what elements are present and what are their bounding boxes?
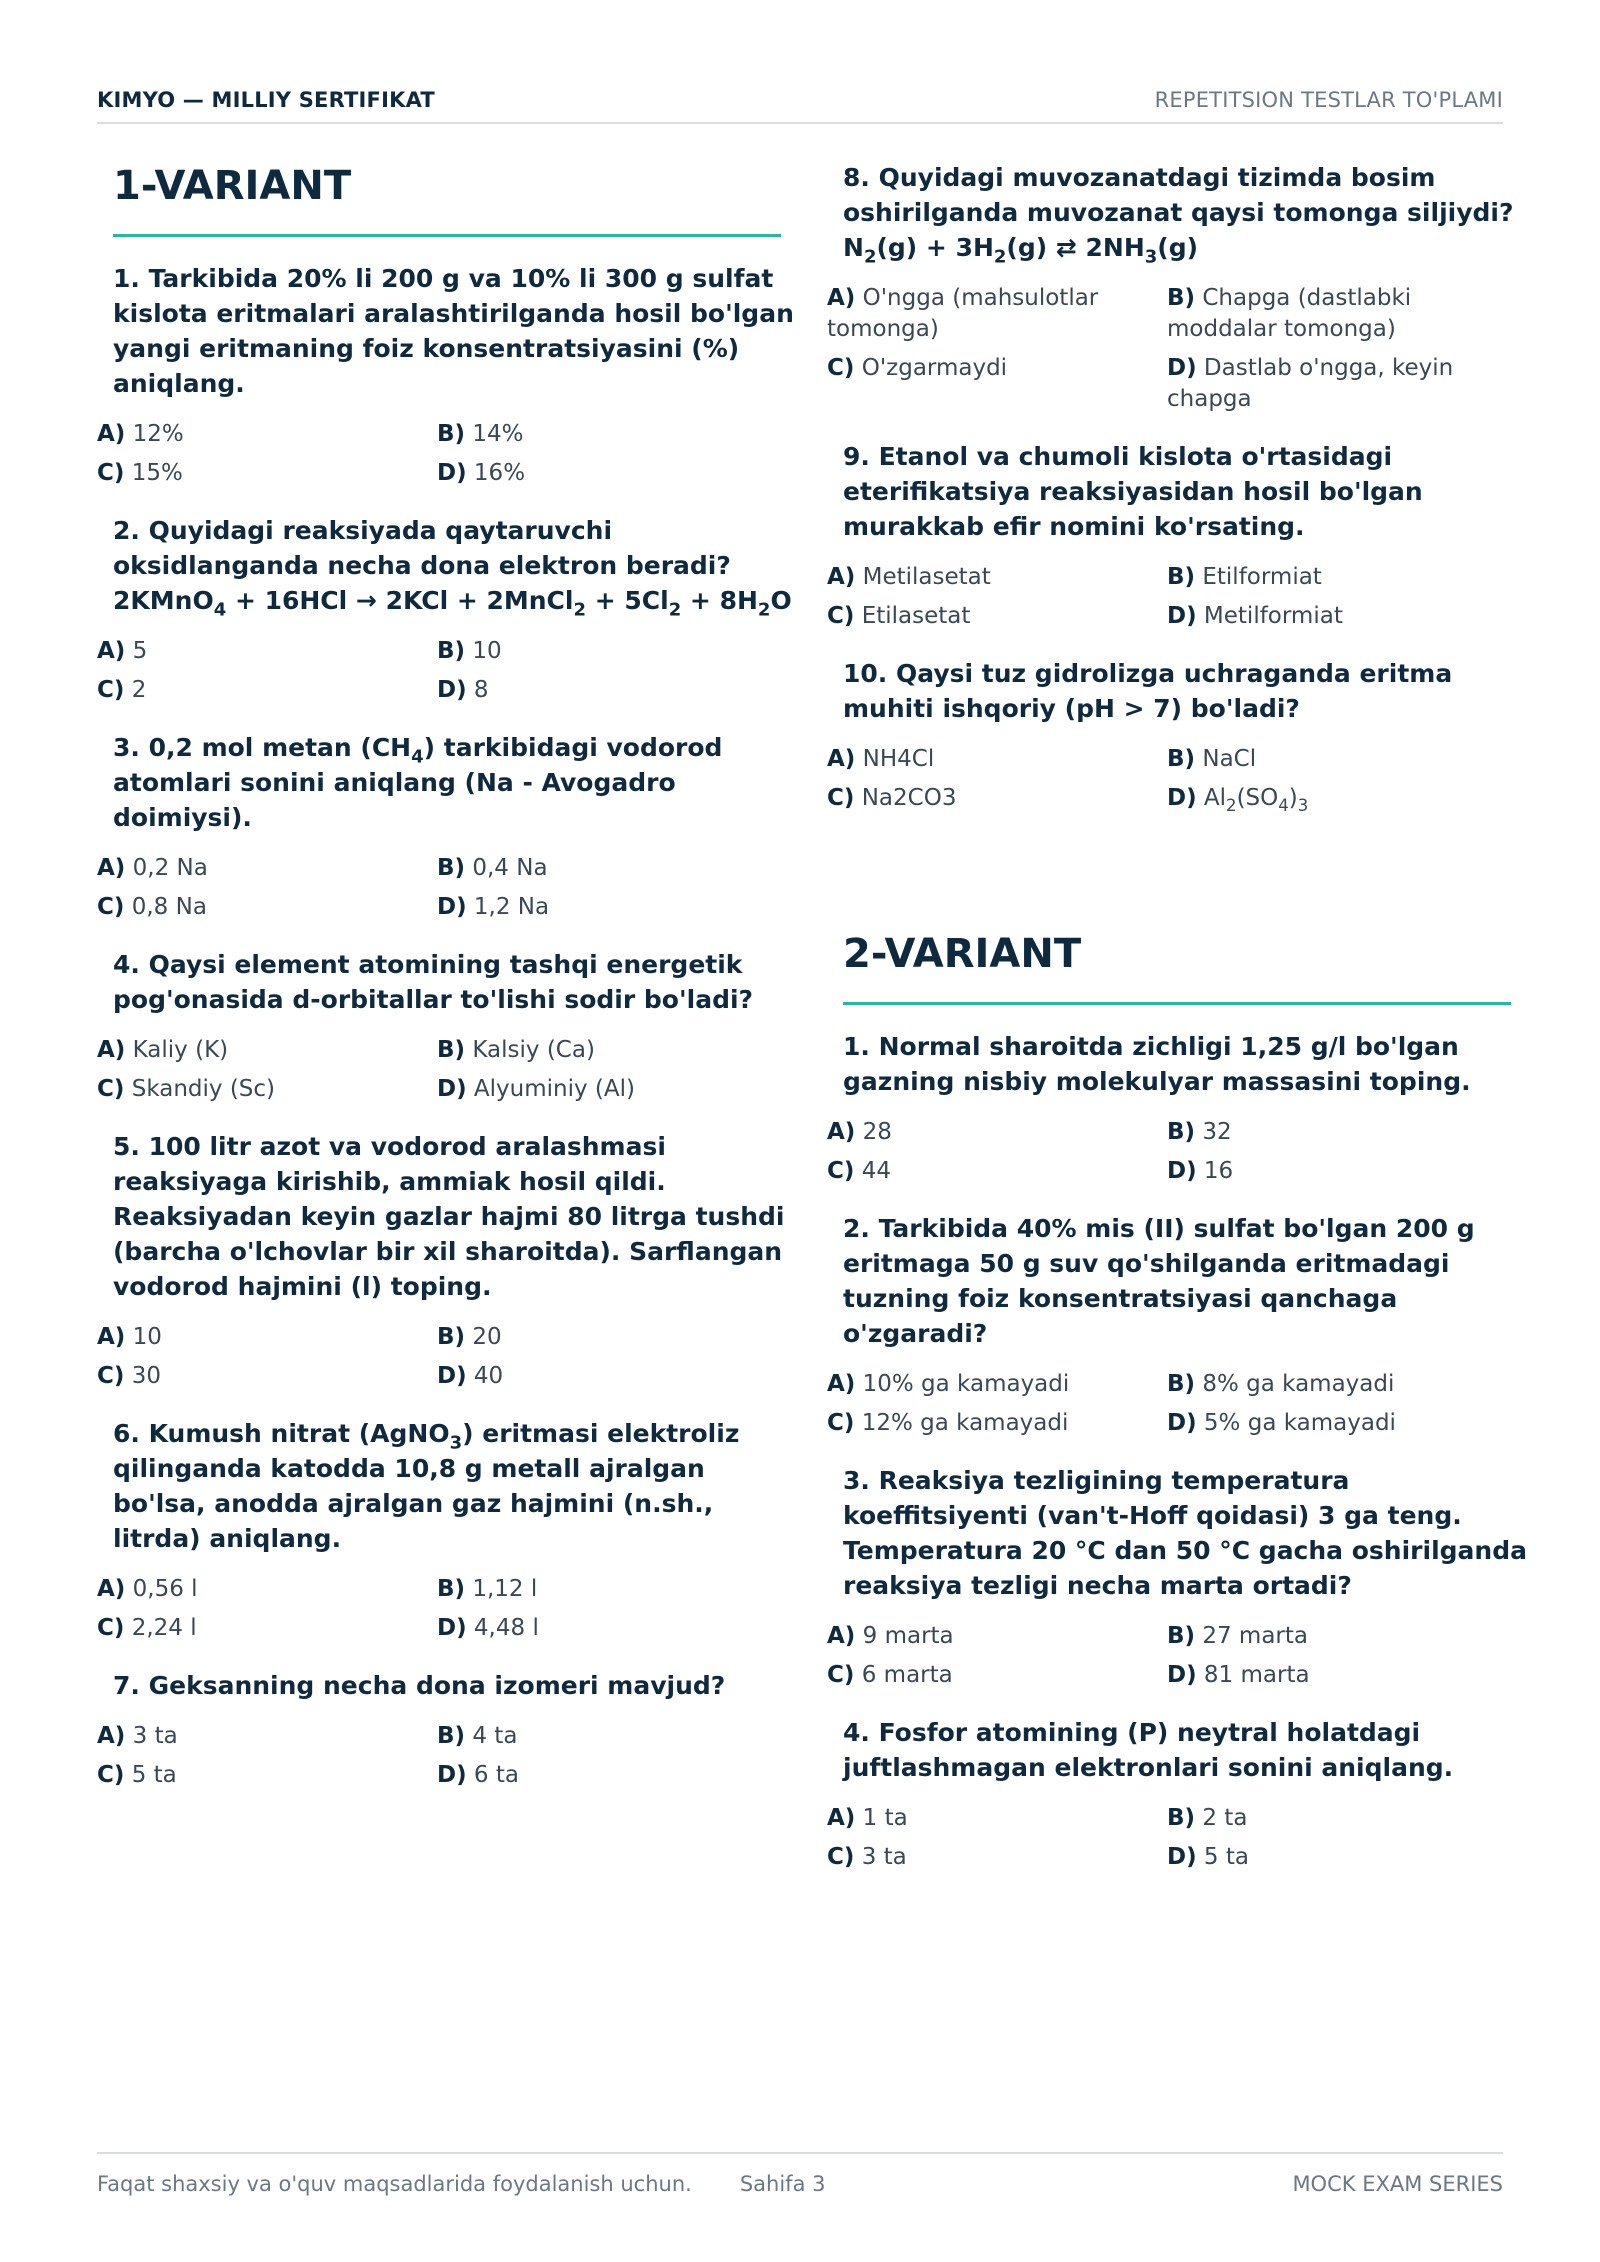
options bbox=[97, 1322, 797, 1400]
option-b[interactable]: B) Kalsiy (Ca) bbox=[437, 1037, 595, 1063]
question bbox=[97, 730, 797, 931]
question-text: 1. Tarkibida 20% li 200 g va 10% li 300 g sulfat kislota eritmalari aralashtirilganda hosil bo'lgan yangi eritmaning foiz konsentratsiyasini (%) aniqlang. bbox=[113, 264, 794, 398]
page-footer bbox=[97, 2152, 1503, 2214]
series-label: MOCK EXAM SERIES bbox=[1292, 2172, 1503, 2196]
options bbox=[97, 1721, 797, 1799]
usage-note: Faqat shaxsiy va o'quv maqsadlarida foydalanish uchun. bbox=[97, 2172, 692, 2196]
question bbox=[97, 1129, 797, 1400]
option-b[interactable]: B) 4 ta bbox=[437, 1723, 518, 1749]
option-a[interactable]: A) Metilasetat bbox=[827, 564, 991, 590]
question-text: 7. Geksanning necha dona izomeri mavjud? bbox=[113, 1671, 726, 1700]
question-text: 6. Kumush nitrat (AgNO$_3$) eritmasi elektroliz qilinganda katodda 10,8 g metall ajralgan bo'lsa, anodda ajralgan gaz hajmini (n.sh., litrda) aniqlang. bbox=[113, 1419, 740, 1553]
option-c[interactable]: C) 44 bbox=[827, 1158, 891, 1184]
variant-spacer bbox=[827, 838, 1527, 928]
option-a[interactable]: A) 9 marta bbox=[827, 1623, 954, 1649]
option-b[interactable]: B) NaCl bbox=[1167, 746, 1257, 772]
option-d[interactable]: D) 40 bbox=[437, 1363, 504, 1389]
page-number: Sahifa 3 bbox=[739, 2172, 826, 2196]
question-text: 1. Normal sharoitda zichligi 1,25 g/l bo'lgan gazning nisbiy molekulyar massasini toping. bbox=[843, 1032, 1471, 1096]
option-c[interactable]: C) Na2CO3 bbox=[827, 785, 957, 811]
option-c[interactable]: C) 2 bbox=[97, 677, 147, 703]
options bbox=[827, 744, 1527, 822]
question bbox=[827, 1211, 1527, 1447]
option-d[interactable]: D) 4,48 l bbox=[437, 1615, 539, 1641]
option-a[interactable]: A) 3 ta bbox=[97, 1723, 178, 1749]
option-d[interactable]: D) 5 ta bbox=[1167, 1844, 1249, 1870]
variant-title: 1-VARIANT bbox=[113, 160, 781, 237]
option-c[interactable]: C) Etilasetat bbox=[827, 603, 971, 629]
option-d[interactable]: D) 1,2 Na bbox=[437, 894, 550, 920]
option-d[interactable]: D) Metilformiat bbox=[1167, 603, 1343, 629]
question bbox=[97, 261, 797, 497]
option-c[interactable]: C) 5 ta bbox=[97, 1762, 177, 1788]
page-header bbox=[97, 78, 1503, 124]
option-d[interactable]: D) 6 ta bbox=[437, 1762, 519, 1788]
option-c[interactable]: C) 15% bbox=[97, 460, 183, 486]
option-d[interactable]: D) $Al_2(SO_4)_3$ bbox=[1167, 785, 1309, 815]
option-d[interactable]: D) 5% ga kamayadi bbox=[1167, 1410, 1396, 1436]
option-a[interactable]: A) 0,56 l bbox=[97, 1576, 198, 1602]
question-text: 2. Quyidagi reaksiyada qaytaruvchi oksidlanganda necha dona elektron beradi? 2KMnO$_4$ + 16HCl → 2KCl + 2MnCl$_2$ + $5Cl_2 + 8H_2O$ bbox=[113, 516, 792, 621]
option-b[interactable]: B) 0,4 Na bbox=[437, 855, 548, 881]
option-c[interactable]: C) 2,24 l bbox=[97, 1615, 197, 1641]
options bbox=[827, 562, 1527, 640]
question-text: 8. Quyidagi muvozanatdagi tizimda bosim oshirilganda muvozanat qaysi tomonga siljiydi? $N_2(g) + 3H_2(g)$ ⇄ $2NH_3(g)$ bbox=[843, 163, 1514, 268]
question-text: 2. Tarkibida 40% mis (II) sulfat bo'lgan 200 g eritmaga 50 g suv qo'shilganda eritmadagi tuzning foiz konsentratsiyasi qanchaga o'zgaradi? bbox=[843, 1214, 1475, 1348]
options bbox=[827, 283, 1527, 423]
question bbox=[827, 1029, 1527, 1195]
option-a[interactable]: A) Kaliy (K) bbox=[97, 1037, 229, 1063]
question bbox=[97, 1416, 797, 1652]
option-d[interactable]: D) 16% bbox=[437, 460, 526, 486]
option-b[interactable]: B) 10 bbox=[437, 638, 502, 664]
option-b[interactable]: B) 14% bbox=[437, 421, 524, 447]
option-c[interactable]: C) 3 ta bbox=[827, 1844, 907, 1870]
option-b[interactable]: B) Chapga (dastlabki moddalar tomonga) bbox=[1167, 285, 1412, 342]
option-b[interactable]: B) 2 ta bbox=[1167, 1805, 1248, 1831]
options bbox=[827, 1117, 1527, 1195]
options bbox=[97, 636, 797, 714]
options bbox=[97, 419, 797, 497]
question bbox=[827, 1463, 1527, 1699]
option-a[interactable]: A) 12% bbox=[97, 421, 184, 447]
question bbox=[97, 1668, 797, 1799]
option-a[interactable]: A) 10 bbox=[97, 1324, 162, 1350]
option-c[interactable]: C) Skandiy (Sc) bbox=[97, 1076, 276, 1102]
option-d[interactable]: D) Alyuminiy (Al) bbox=[437, 1076, 635, 1102]
option-b[interactable]: B) 8% ga kamayadi bbox=[1167, 1371, 1395, 1397]
option-b[interactable]: B) 32 bbox=[1167, 1119, 1232, 1145]
question bbox=[827, 160, 1527, 423]
options bbox=[827, 1803, 1527, 1881]
option-a[interactable]: A) 5 bbox=[97, 638, 148, 664]
option-b[interactable]: B) Etilformiat bbox=[1167, 564, 1322, 590]
options bbox=[97, 853, 797, 931]
right-column bbox=[827, 160, 1527, 1897]
options bbox=[97, 1574, 797, 1652]
options bbox=[827, 1621, 1527, 1699]
option-d[interactable]: D) 81 marta bbox=[1167, 1662, 1310, 1688]
subject-title: KIMYO — MILLIY SERTIFIKAT bbox=[97, 88, 435, 112]
variant-title: 2-VARIANT bbox=[843, 928, 1511, 1005]
option-c[interactable]: C) 12% ga kamayadi bbox=[827, 1410, 1069, 1436]
option-c[interactable]: C) O'zgarmaydi bbox=[827, 355, 1008, 381]
option-d[interactable]: D) 16 bbox=[1167, 1158, 1234, 1184]
option-c[interactable]: C) 0,8 Na bbox=[97, 894, 207, 920]
option-b[interactable]: B) 27 marta bbox=[1167, 1623, 1309, 1649]
question bbox=[827, 1715, 1527, 1881]
question-text: 4. Qaysi element atomining tashqi energetik pog'onasida d-orbitallar to'lishi sodir bo'ladi? bbox=[113, 950, 754, 1014]
option-b[interactable]: B) 20 bbox=[437, 1324, 502, 1350]
question-text: 3. Reaksiya tezligining temperatura koeffitsiyenti (van't-Hoff qoidasi) 3 ga teng. Temperatura 20 °C dan 50 °C gacha oshirilganda reaksiya tezligi necha marta ortadi? bbox=[843, 1466, 1527, 1600]
question-text: 5. 100 litr azot va vodorod aralashmasi reaksiyaga kirishib, ammiak hosil qildi. Reaksiyadan keyin gazlar hajmi 80 litrga tushdi (barcha o'lchovlar bir xil sharoitda). Sarflangan vodorod hajmini (l) toping. bbox=[113, 1132, 785, 1301]
options bbox=[97, 1035, 797, 1113]
question bbox=[97, 947, 797, 1113]
question bbox=[827, 439, 1527, 640]
options bbox=[827, 1369, 1527, 1447]
option-a[interactable]: A) 1 ta bbox=[827, 1805, 908, 1831]
option-d[interactable]: D) Dastlab o'ngga, keyin chapga bbox=[1167, 355, 1454, 412]
left-column bbox=[97, 160, 797, 1815]
option-a[interactable]: A) 28 bbox=[827, 1119, 892, 1145]
question bbox=[97, 513, 797, 714]
option-a[interactable]: A) 0,2 Na bbox=[97, 855, 208, 881]
option-a[interactable]: A) O'ngga (mahsulotlar tomonga) bbox=[827, 285, 1099, 342]
question-text: 9. Etanol va chumoli kislota o'rtasidagi eterifikatsiya reaksiyasidan hosil bo'lgan murakkab efir nomini ko'rsating. bbox=[843, 442, 1423, 541]
option-c[interactable]: C) 30 bbox=[97, 1363, 161, 1389]
collection-title: REPETITSION TESTLAR TO'PLAMI bbox=[1154, 88, 1503, 112]
question-text: 4. Fosfor atomining (P) neytral holatdagi juftlashmagan elektronlari sonini aniqlang. bbox=[843, 1718, 1454, 1782]
question-text: 10. Qaysi tuz gidrolizga uchraganda eritma muhiti ishqoriy (pH > 7) bo'ladi? bbox=[843, 659, 1453, 723]
option-a[interactable]: A) 10% ga kamayadi bbox=[827, 1371, 1070, 1397]
option-d[interactable]: D) 8 bbox=[437, 677, 489, 703]
option-c[interactable]: C) 6 marta bbox=[827, 1662, 953, 1688]
option-b[interactable]: B) 1,12 l bbox=[437, 1576, 538, 1602]
question bbox=[827, 656, 1527, 822]
question-text: 3. 0,2 mol metan $(CH_4)$ tarkibidagi vodorod atomlari sonini aniqlang (Na - Avogadro doimiysi). bbox=[113, 733, 723, 832]
option-a[interactable]: A) NH4Cl bbox=[827, 746, 935, 772]
